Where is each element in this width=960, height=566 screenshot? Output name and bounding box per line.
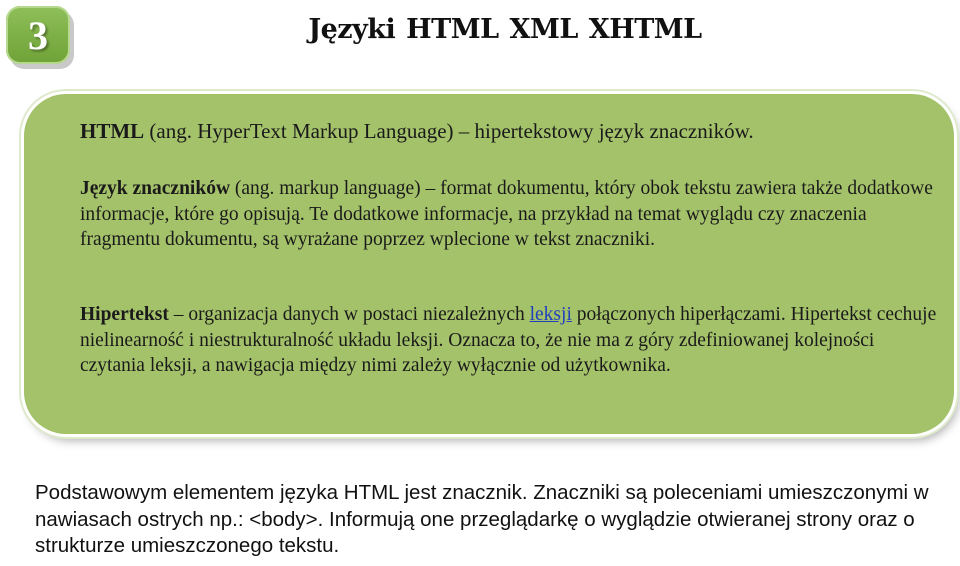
hypertext-definition: [80, 302, 940, 379]
hypertext-text-before: – organizacja danych w postaci niezależnych: [168, 304, 530, 325]
slide-title: Języki HTML XML XHTML: [308, 14, 702, 45]
markup-language-text: (ang. markup language) – format dokumentu, który obok tekstu zawiera także dodatkowe informacje, które go opisują. Te dodatkowe informacje, na przykład na temat wyglądu czy znaczenia fragmentu dokumentu, są wyrażane poprzez wplecione w tekst znaczniki.: [80, 178, 933, 250]
definitions-panel: [24, 94, 954, 434]
leksji-link[interactable]: leksji: [529, 304, 572, 325]
html-term: HTML: [80, 119, 145, 143]
hypertext-text-after: połączonych hiperłączami. Hipertekst cechuje nielinearność i niestrukturalność układu leksji. Oznacza to, że nie ma z góry zdefiniowanej kolejności czytania leksji, a nawigacja między nimi zależy wyłącznie od użytkownika.: [80, 304, 937, 376]
html-definition-text: (ang. HyperText Markup Language) – hipertekstowy język znaczników.: [144, 119, 754, 143]
hypertext-term: Hipertekst: [80, 304, 169, 325]
bottom-paragraph: Podstawowym elementem języka HTML jest znacznik. Znaczniki są poleceniami umieszczonymi w nawiasach ostrych np.: <body>. Informują one przeglądarkę o wyglądzie otwieranej strony oraz o strukturze umieszczonego tekstu.: [35, 481, 929, 557]
slide-number: 3: [28, 12, 48, 58]
markup-language-term: Język znaczników: [80, 178, 231, 199]
markup-language-definition: [80, 176, 940, 253]
html-definition: [80, 119, 940, 145]
